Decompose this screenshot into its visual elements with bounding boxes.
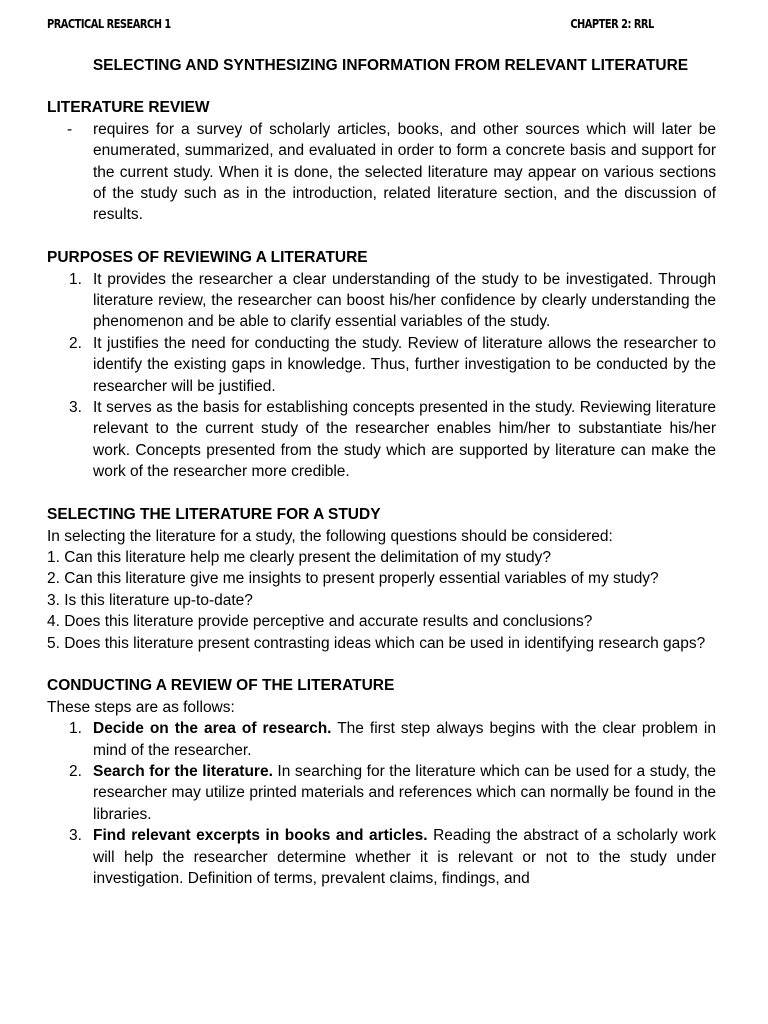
- list-item-text: [93, 718, 716, 761]
- step-text: Reading the abstract of a scholarly work will help the researcher determine whether it is relevant or not to the study under investigation. Definition of terms, prevalent claims, findings, and: [93, 827, 716, 887]
- step-text: The first step always begins with the clear problem in mind of the researcher.: [93, 720, 716, 759]
- list-item: [47, 119, 716, 226]
- list-item: [47, 718, 716, 761]
- list-item: [47, 269, 716, 333]
- list-number: 1.: [69, 270, 82, 288]
- list-item-text: [93, 761, 716, 825]
- question-item: 2. Can this literature give me insights to present properly essential variables of my study?: [47, 570, 659, 588]
- step-lead: Search for the literature.: [93, 762, 273, 780]
- list-number: 1.: [69, 720, 82, 738]
- step-text: In searching for the literature which can be used for a study, the researcher may utilize printed materials and references which can normally be found in the libraries.: [93, 762, 716, 823]
- list-number: 2.: [69, 334, 82, 352]
- question-item: 4. Does this literature provide perceptive and accurate results and conclusions?: [47, 613, 593, 631]
- list-item: [47, 825, 716, 889]
- list-number: 3.: [69, 399, 82, 417]
- document-body: [47, 55, 716, 889]
- question-item: 1. Can this literature help me clearly present the delimitation of my study?: [47, 548, 551, 566]
- section-heading-literature-review: LITERATURE REVIEW: [47, 99, 210, 117]
- paragraph-intro: In selecting the literature for a study, the following questions should be considered:: [47, 527, 613, 545]
- page-title: SELECTING AND SYNTHESIZING INFORMATION FROM RELEVANT LITERATURE: [92, 57, 689, 74]
- running-header: [47, 17, 654, 31]
- section-heading-purposes: PURPOSES OF REVIEWING A LITERATURE: [47, 249, 368, 267]
- list-item-text: requires for a survey of scholarly articles, books, and other sources which will later be enumerated, summarized, and evaluated in order to form a concrete basis and support for the current study. When it is done, the selected literature may appear on various sections of the study such as in the introduction, related literature section, and the discussion of results.: [93, 120, 716, 224]
- list-marker: -: [67, 120, 73, 138]
- list-number: 2.: [69, 762, 82, 780]
- list-item-text: It justifies the need for conducting the study. Review of literature allows the researcher to identify the existing gaps in knowledge. Thus, further investigation to be conducted by the researcher will be justified.: [93, 334, 716, 395]
- question-item: 5. Does this literature present contrasting ideas which can be used in identifying research gaps?: [47, 634, 706, 652]
- header-chapter-label: CHAPTER 2: RRL: [570, 17, 654, 31]
- section-heading-conducting: CONDUCTING A REVIEW OF THE LITERATURE: [47, 677, 395, 695]
- paragraph-intro: These steps are as follows:: [47, 698, 235, 716]
- section-heading-selecting: SELECTING THE LITERATURE FOR A STUDY: [47, 506, 381, 524]
- step-lead: Decide on the area of research.: [93, 720, 332, 738]
- list-item-text: [93, 825, 716, 889]
- list-item-text: It serves as the basis for establishing concepts presented in the study. Reviewing literature relevant to the current study of the researcher enables him/her to substantiate his/her work. Concepts presented from the study which are supported by literature can make the work of the researcher more credible.: [93, 399, 716, 481]
- list-item: [47, 761, 716, 825]
- step-lead: Find relevant excerpts in books and articles.: [93, 827, 428, 845]
- list-item-text: It provides the researcher a clear understanding of the study to be investigated. Through literature review, the researcher can boost his/her confidence by clearly understanding the phenomenon and be able to clarify essential variables of the study.: [93, 270, 716, 331]
- header-course-title: PRACTICAL RESEARCH 1: [47, 17, 171, 31]
- list-number: 3.: [69, 827, 82, 845]
- list-item: [47, 397, 716, 483]
- question-item: 3. Is this literature up-to-date?: [47, 591, 253, 609]
- list-item: [47, 333, 716, 397]
